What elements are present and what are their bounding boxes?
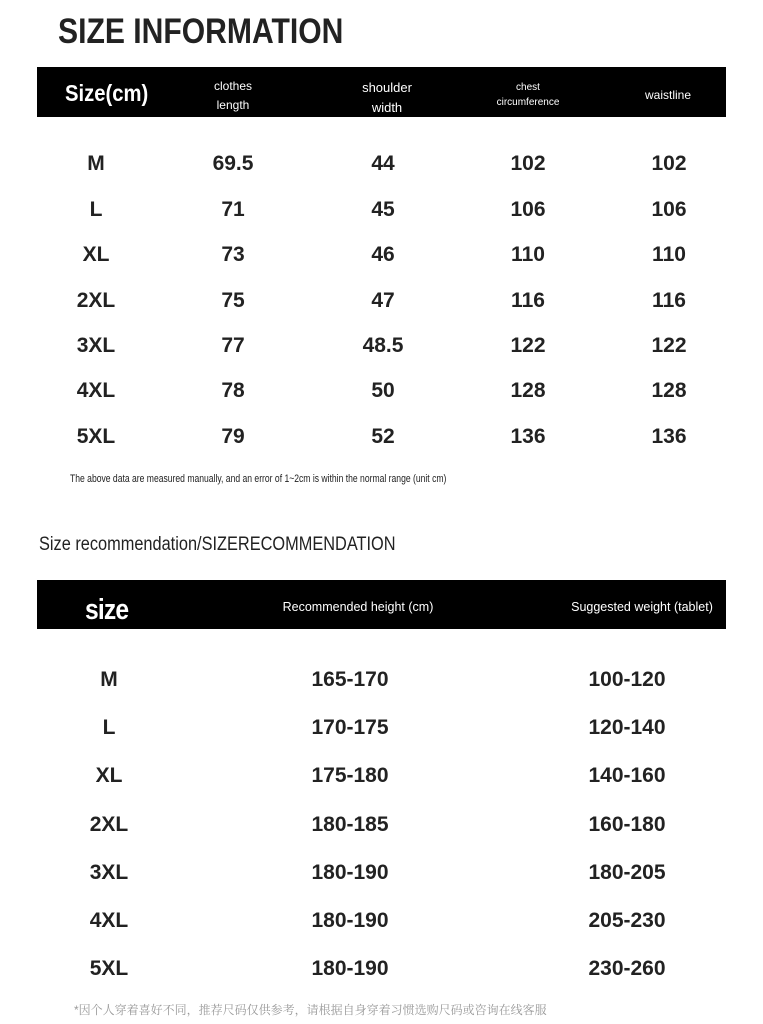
cell-size: 3XL (76, 334, 116, 357)
cell-shoulder-width: 46 (371, 243, 395, 266)
cell-chest: 102 (510, 152, 546, 175)
cell-waistline: 136 (651, 425, 687, 448)
table-row (0, 243, 763, 273)
cell-shoulder-width: 48.5 (362, 334, 404, 357)
cell-size: 2XL (76, 289, 116, 312)
cell-height: 165-170 (311, 668, 389, 691)
cell-weight: 205-230 (588, 909, 666, 932)
size-table-header (37, 67, 726, 117)
cell-size: XL (95, 764, 123, 787)
cell-size: M (87, 152, 105, 175)
cell-weight: 120-140 (588, 716, 666, 739)
cell-weight: 180-205 (588, 861, 666, 884)
cell-waistline: 106 (651, 198, 687, 221)
table-row (0, 289, 763, 319)
cell-height: 175-180 (311, 764, 389, 787)
cell-height: 180-190 (311, 957, 389, 980)
cell-clothes-length: 78 (221, 379, 245, 402)
cell-waistline: 110 (652, 243, 686, 266)
header-shoulder-width (347, 78, 427, 118)
table-row (0, 909, 763, 939)
table-row (0, 379, 763, 409)
header-clothes-length-line1: clothes (213, 79, 253, 93)
table-row (0, 764, 763, 794)
cell-clothes-length: 73 (221, 243, 245, 266)
cell-size: M (100, 668, 118, 691)
cell-clothes-length: 77 (221, 334, 245, 357)
cell-size: 4XL (76, 379, 116, 402)
cell-weight: 100-120 (588, 668, 666, 691)
cell-chest: 122 (510, 334, 546, 357)
cell-chest: 110 (511, 243, 545, 266)
cell-size: 3XL (89, 861, 129, 884)
cell-waistline: 116 (652, 289, 686, 312)
table-row (0, 957, 763, 987)
cell-weight: 230-260 (588, 957, 666, 980)
page-title: SIZE INFORMATION (58, 12, 344, 51)
cell-height: 180-190 (311, 861, 389, 884)
table-row (0, 813, 763, 843)
cell-shoulder-width: 52 (371, 425, 395, 448)
cell-chest: 116 (511, 289, 545, 312)
header-shoulder-width-line2: width (371, 100, 403, 115)
header-chest-circumference (483, 80, 573, 110)
cell-chest: 128 (510, 379, 546, 402)
header-chest-line2: circumference (496, 97, 560, 108)
cell-shoulder-width: 50 (371, 379, 395, 402)
cell-height: 180-185 (311, 813, 389, 836)
cell-weight: 140-160 (588, 764, 666, 787)
recommendation-table-header (37, 580, 726, 629)
cell-size: 4XL (89, 909, 129, 932)
table-row (0, 716, 763, 746)
header-clothes-length (197, 77, 269, 115)
cell-shoulder-width: 44 (371, 152, 395, 175)
cell-clothes-length: 71 (221, 198, 245, 221)
cell-size: XL (82, 243, 110, 266)
table-row (0, 198, 763, 228)
table-row (0, 425, 763, 455)
cell-size: 5XL (89, 957, 129, 980)
cell-size: L (102, 716, 116, 739)
header-chest-line1: chest (516, 82, 540, 93)
footnote: *因个人穿着喜好不同，推荐尺码仅供参考，请根据自身穿着习惯选购尺码或咨询在线客服 (74, 1003, 547, 1017)
cell-size: 5XL (76, 425, 116, 448)
cell-height: 170-175 (311, 716, 389, 739)
table-row (0, 668, 763, 698)
cell-chest: 136 (510, 425, 546, 448)
header-suggested-weight: Suggested weight (tablet) (571, 600, 713, 614)
header-size: size (85, 594, 129, 626)
cell-clothes-length: 79 (221, 425, 245, 448)
cell-weight: 160-180 (588, 813, 666, 836)
header-clothes-length-line2: length (216, 98, 250, 112)
cell-size: 2XL (89, 813, 129, 836)
header-recommended-height: Recommended height (cm) (282, 600, 434, 614)
cell-waistline: 102 (651, 152, 687, 175)
table-row (0, 861, 763, 891)
cell-clothes-length: 69.5 (212, 152, 254, 175)
cell-shoulder-width: 47 (371, 289, 395, 312)
cell-height: 180-190 (311, 909, 389, 932)
header-waistline: waistline (644, 88, 692, 102)
cell-size: L (89, 198, 103, 221)
header-shoulder-width-line1: shoulder (362, 80, 412, 95)
cell-shoulder-width: 45 (371, 198, 395, 221)
cell-waistline: 122 (651, 334, 687, 357)
section-subtitle: Size recommendation/SIZERECOMMENDATION (39, 534, 396, 555)
measurement-note: The above data are measured manually, and an error of 1~2cm is within the normal range (unit cm) (70, 473, 447, 485)
header-size: Size(cm) (65, 80, 149, 106)
cell-chest: 106 (510, 198, 546, 221)
table-row (0, 152, 763, 182)
cell-waistline: 128 (651, 379, 687, 402)
cell-clothes-length: 75 (221, 289, 245, 312)
table-row (0, 334, 763, 364)
